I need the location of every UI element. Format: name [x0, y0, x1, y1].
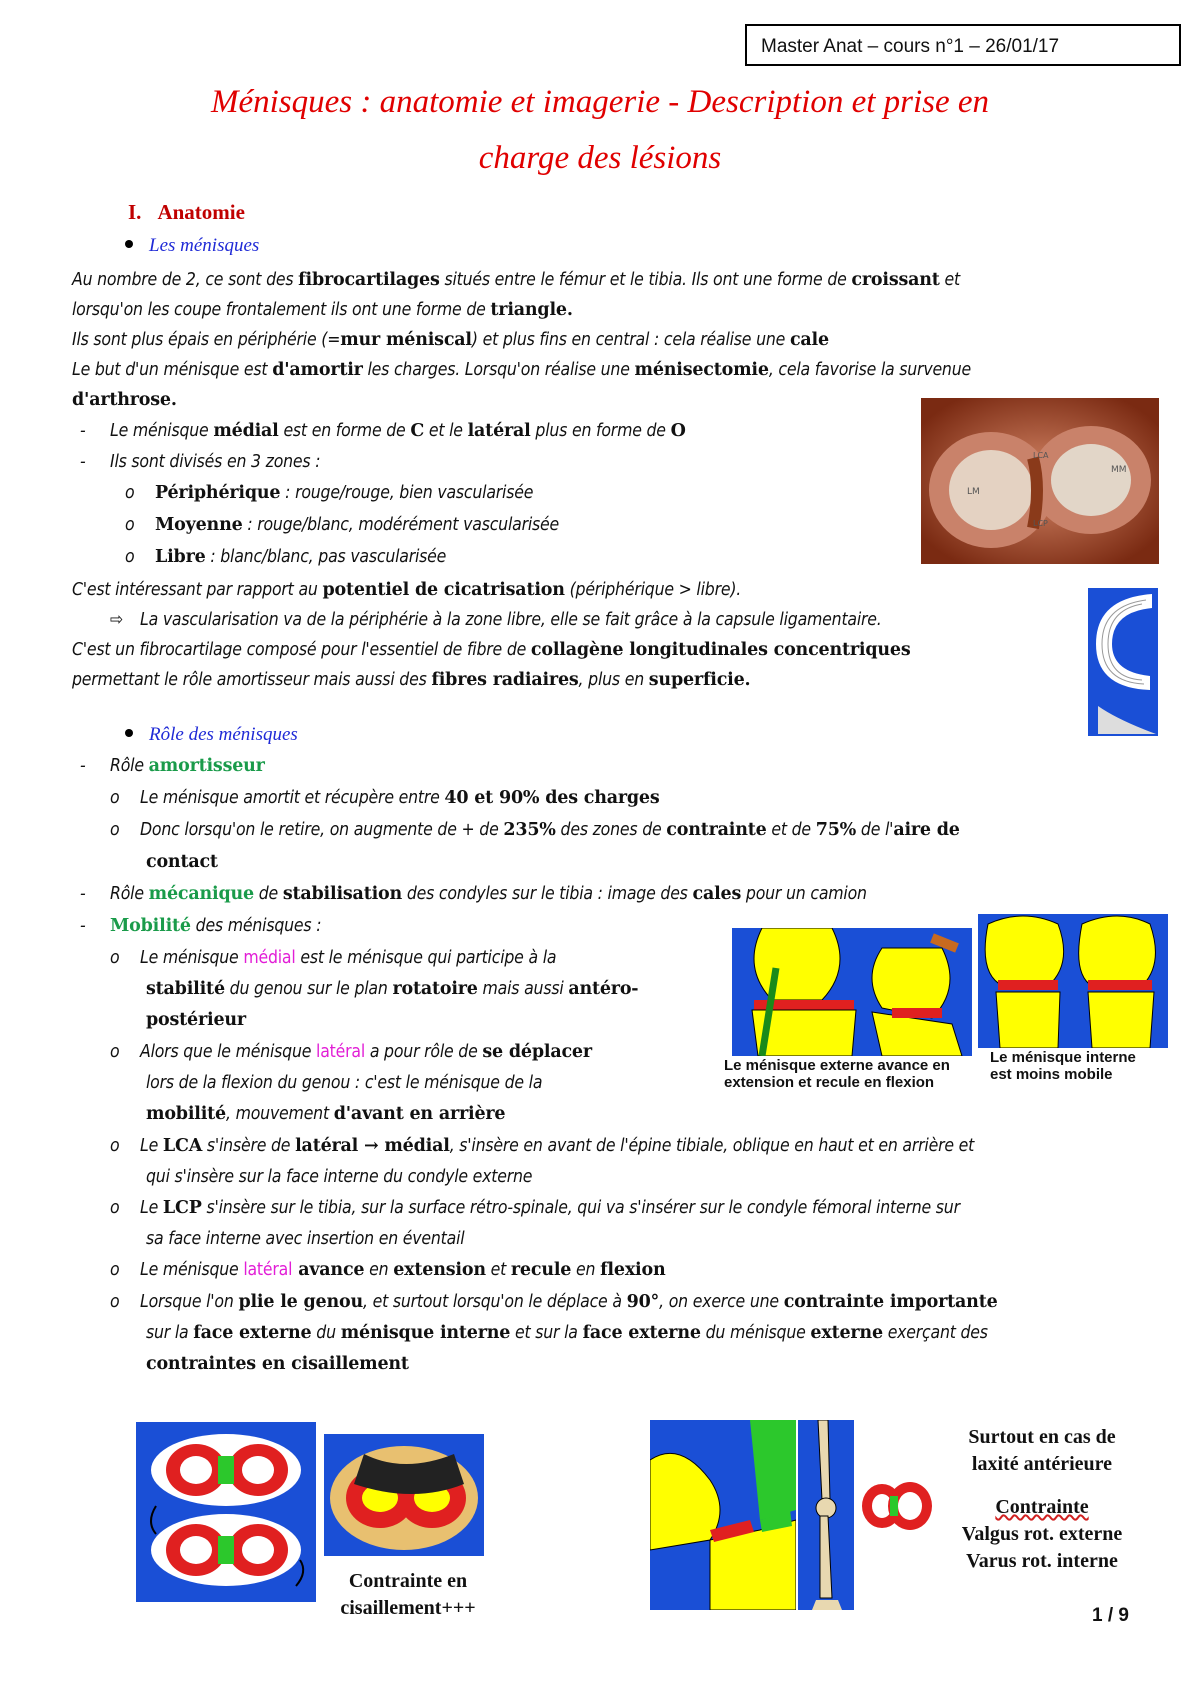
sub-item: o Le LCP s'insère sur le tibia, sur la surface rétro-spinale, qui va s'insérer sur le condyle fémoral interne sur [110, 1198, 960, 1218]
paragraph-line: d'arthrose. [72, 390, 177, 410]
sub-item-cont: contact [146, 852, 218, 872]
bullet-text: Rôle des ménisques [149, 724, 298, 745]
paragraph-line: C'est un fibrocartilage composé pour l'essentiel de fibre de collagène longitudinales concentriques [72, 640, 911, 660]
sub-item: o Le ménisque médial est le ménisque qui participe à la [110, 948, 557, 968]
sub-item: o Alors que le ménisque latéral a pour rôle de se déplacer [110, 1042, 592, 1062]
paragraph-line: Au nombre de 2, ce sont des fibrocartilages situés entre le fémur et le tibia. Ils ont une forme de croissant et [72, 270, 960, 290]
bullet-dot-icon [125, 240, 133, 248]
sub-item: o Le ménisque latéral avance en extension et recule en flexion [110, 1260, 666, 1280]
shear-caption: Contrainte en cisaillement+++ [340, 1570, 476, 1619]
figure-caption-lateral: Le ménisque externe avance en extension et recule en flexion [724, 1057, 950, 1091]
sub-item-cont: mobilité, mouvement d'avant en arrière [146, 1104, 506, 1124]
section-number: I. [128, 200, 142, 224]
photo-label-mm: MM [1111, 465, 1127, 475]
bullet-les-menisques [125, 235, 259, 257]
bullet-dot-icon [125, 729, 133, 737]
page-title [60, 74, 1140, 186]
photo-label-lcp: LCP [1033, 519, 1048, 528]
paragraph-line: permettant le rôle amortisseur mais aussi des fibres radiaires, plus en superficie. [72, 670, 751, 690]
meniscus-photo [921, 398, 1159, 564]
arrow-note: ⇨ La vascularisation va de la périphérie à la zone libre, elle se fait grâce à la capsule ligamentaire. [110, 610, 882, 630]
dash-item: - Mobilité des ménisques : [80, 916, 322, 936]
zone-item: o Libre : blanc/blanc, pas vascularisée [125, 547, 447, 567]
sub-item-cont: sur la face externe du ménisque interne et sur la face externe du ménisque externe exerçant des [146, 1323, 988, 1343]
page-number: 1 / 9 [1092, 1605, 1129, 1626]
zone-item: o Moyenne : rouge/blanc, modérément vascularisée [125, 515, 560, 535]
title-line-2: charge des lésions [478, 140, 722, 176]
paragraph-line: Le but d'un ménisque est d'amortir les charges. Lorsqu'on réalise une ménisectomie, cela favorise la survenue [72, 360, 971, 380]
fiber-structure-diagram [1088, 588, 1158, 736]
meniscus-top-figure [856, 1468, 936, 1546]
dash-item: - Ils sont divisés en 3 zones : [80, 452, 321, 472]
zone-item: o Périphérique : rouge/rouge, bien vascularisée [125, 483, 534, 503]
bullet-text: Les ménisques [149, 235, 260, 256]
arrow-right-icon: ⇨ [110, 610, 123, 630]
mobility-figure-lateral [732, 928, 972, 1056]
section-title: Anatomie [157, 200, 245, 224]
leg-figure [798, 1420, 854, 1610]
dash-item: - Rôle amortisseur [80, 756, 265, 776]
shear-figure-2 [324, 1434, 484, 1556]
bullet-role-menisques [125, 724, 298, 746]
sub-item-cont: postérieur [146, 1010, 246, 1030]
mobility-figure-medial [978, 914, 1168, 1048]
stress-caption: Surtout en cas de laxité antérieure Contrainte Valgus rot. externe Varus rot. interne [961, 1426, 1123, 1572]
paragraph-line: lorsqu'on les coupe frontalement ils ont une forme de triangle. [72, 300, 573, 320]
dash-item: - Rôle mécanique de stabilisation des condyles sur le tibia : image des cales pour un camion [80, 884, 867, 904]
shear-figure-1 [136, 1422, 316, 1602]
title-line-1: Ménisques : anatomie et imagerie - Description et prise en [210, 84, 990, 120]
sub-item-cont: stabilité du genou sur le plan rotatoire mais aussi antéro- [146, 979, 639, 999]
sub-item-cont: contraintes en cisaillement [146, 1354, 409, 1374]
photo-label-lm: LM [967, 487, 980, 497]
sub-item-cont: qui s'insère sur la face interne du condyle externe [146, 1167, 533, 1187]
photo-label-lca: LCA [1033, 451, 1049, 460]
course-header-box: Master Anat – cours n°1 – 26/01/17 [745, 24, 1181, 66]
sub-item: o Le LCA s'insère de latéral → médial, s'insère en avant de l'épine tibiale, oblique en haut et en arrière et [110, 1136, 975, 1156]
sub-item-cont: sa face interne avec insertion en éventail [146, 1229, 465, 1249]
paragraph-line: Ils sont plus épais en périphérie (=mur méniscal) et plus fins en central : cela réalise une cale [72, 330, 829, 350]
knee-flexion-figure [650, 1420, 796, 1610]
section-heading-anatomie [128, 200, 245, 225]
figure-caption-medial: Le ménisque interne est moins mobile [990, 1049, 1136, 1083]
sub-item: o Lorsque l'on plie le genou, et surtout lorsqu'on le déplace à 90°, on exerce une contrainte importante [110, 1292, 998, 1312]
sub-item-cont: lors de la flexion du genou : c'est le ménisque de la [146, 1073, 543, 1093]
paragraph-line: C'est intéressant par rapport au potentiel de cicatrisation (périphérique > libre). [72, 580, 742, 600]
sub-item: o Donc lorsqu'on le retire, on augmente de + de 235% des zones de contrainte et de 75% de l'aire de [110, 820, 960, 840]
dash-item: - Le ménisque médial est en forme de C et le latéral plus en forme de O [80, 421, 686, 441]
sub-item: o Le ménisque amortit et récupère entre 40 et 90% des charges [110, 788, 660, 808]
